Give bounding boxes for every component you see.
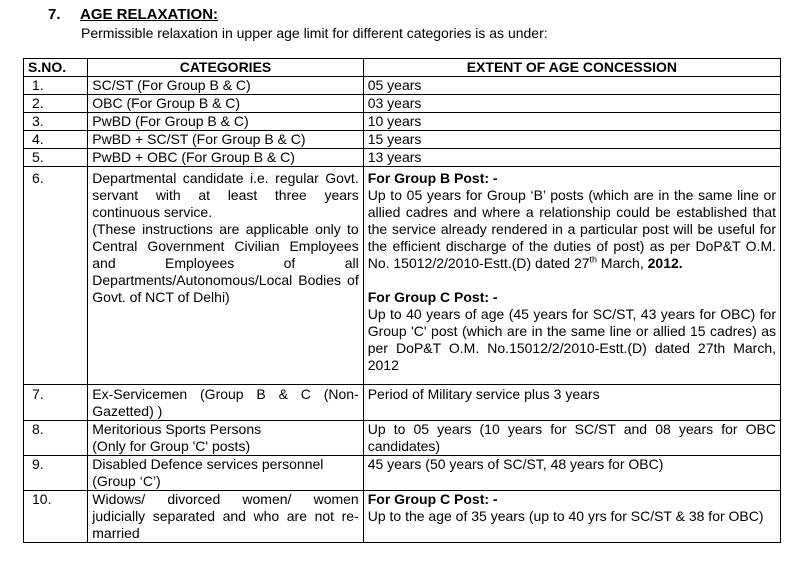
row-extent <box>363 491 780 543</box>
row-category: PwBD + SC/ST (For Group B & C) <box>88 131 363 149</box>
row-category: Ex-Servicemen (Group B & C (Non-Gazetted) ) <box>88 385 363 421</box>
table-row <box>24 149 781 167</box>
header-extent: EXTENT OF AGE CONCESSION <box>363 59 780 77</box>
row-extent: 13 years <box>363 149 780 167</box>
row-sno: 9. <box>24 456 88 491</box>
table-row <box>24 95 781 113</box>
row-sno: 6. <box>24 167 88 385</box>
section-intro: Permissible relaxation in upper age limit for different categories is as under: <box>81 25 548 41</box>
row-extent: 45 years (50 years of SC/ST, 48 years for OBC) <box>363 456 780 491</box>
row-sno: 7. <box>24 385 88 421</box>
row-category: Disabled Defence services personnel (Group ‘C’) <box>88 456 363 491</box>
sports-category: Meritorious Sports Persons <box>92 421 262 437</box>
section-heading <box>48 6 218 23</box>
row-sno: 2. <box>24 95 88 113</box>
row-extent: 10 years <box>363 113 780 131</box>
widows-extent: Up to the age of 35 years (up to 40 yrs for SC/ST & 38 for OBC) <box>367 508 764 524</box>
group-c-heading: For Group C Post: - <box>367 491 498 507</box>
header-categories: CATEGORIES <box>88 59 363 77</box>
row-category <box>88 421 363 456</box>
row-category: PwBD + OBC (For Group B & C) <box>88 149 363 167</box>
row-category: OBC (For Group B & C) <box>88 95 363 113</box>
row-category: PwBD (For Group B & C) <box>88 113 363 131</box>
row-sno: 5. <box>24 149 88 167</box>
table-row <box>24 456 781 491</box>
age-relaxation-table <box>23 58 781 543</box>
row-extent: 05 years <box>363 77 780 95</box>
table-row <box>24 421 781 456</box>
departmental-category-note: (These instructions are applicable only to Central Government Civilian Employees and Employees of all Departments/Autonomous/Local Bodies of Govt. of NCT of Delhi) <box>92 221 359 305</box>
row-sno: 1. <box>24 77 88 95</box>
group-c-text: Up to 40 years of age (45 years for SC/ST, 43 years for OBC) for Group 'C' post (which are in the same line or allied 15 cadres) as per DoP&T O.M. No.15012/2/2010-Estt.(D) dated 27th March, 2012 <box>367 306 776 373</box>
row-category: SC/ST (For Group B & C) <box>88 77 363 95</box>
row-category <box>88 167 363 385</box>
row-extent: Up to 05 years (10 years for SC/ST and 08 years for OBC candidates) <box>363 421 780 456</box>
row-sno: 10. <box>24 491 88 543</box>
row-extent <box>363 167 780 385</box>
section-title: AGE RELAXATION: <box>80 6 219 23</box>
header-sno: S.NO. <box>24 59 88 77</box>
table-row <box>24 385 781 421</box>
row-extent: 15 years <box>363 131 780 149</box>
row-category: Widows/ divorced women/ women judicially separated and who are not re-married <box>88 491 363 543</box>
table-row <box>24 131 781 149</box>
section-number: 7. <box>48 6 61 23</box>
row-sno: 4. <box>24 131 88 149</box>
group-b-text: Up to 05 years for Group ‘B’ posts (which are in the same line or allied cadres and where a relationship could be established that the service already rendered in a particular post will be useful for the efficient discharge of the duties of post) as per DoP&T O.M. No. 15012/2/2010-Estt.(D) dated 27th March, 2012. <box>367 187 776 271</box>
row-extent: 03 years <box>363 95 780 113</box>
departmental-category: Departmental candidate i.e. regular Govt. servant with at least three years continuous service. <box>92 170 359 220</box>
table-row <box>24 113 781 131</box>
group-c-heading: For Group C Post: - <box>367 289 498 305</box>
row-sno: 8. <box>24 421 88 456</box>
table-row <box>24 167 781 385</box>
table-header-row <box>24 59 781 77</box>
table-row <box>24 491 781 543</box>
group-b-heading: For Group B Post: - <box>367 170 498 186</box>
table-row <box>24 77 781 95</box>
sports-category-note: (Only for Group 'C' posts) <box>92 438 251 454</box>
row-extent: Period of Military service plus 3 years <box>363 385 780 421</box>
row-sno: 3. <box>24 113 88 131</box>
